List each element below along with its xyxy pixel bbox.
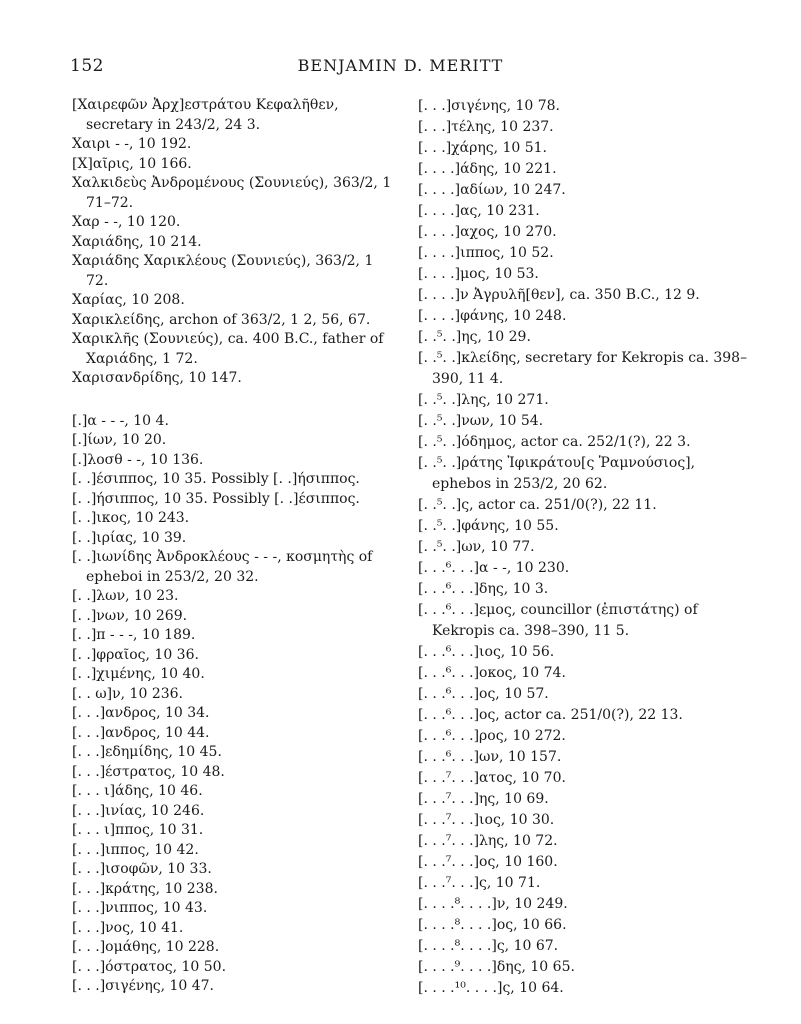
index-entry: [. . .⁶. . .]ιος, 10 56. (418, 644, 555, 660)
index-entry: [. . .⁷. . .]ατος, 10 70. (418, 770, 566, 786)
index-entry: [. . .⁶. . .]ος, 10 57. (418, 686, 549, 702)
index-entry: [. .]χιμένης, 10 40. (72, 666, 205, 682)
index-entry: Χαριάδης, 10 214. (72, 233, 202, 250)
index-entry: [. .]λων, 10 23. (72, 588, 179, 604)
index-entry: [. . .]ινίας, 10 246. (72, 802, 205, 819)
index-entry: Χαρικλῆς (Σουνιεύς), ca. 400 B.C., father of Χαριάδης, 1 72. (72, 331, 384, 367)
index-entry: [. .⁵. .]φάνης, 10 55. (418, 518, 559, 534)
index-entry: Χαρισανδρίδης, 10 147. (72, 370, 242, 386)
index-entry: [. . .]σιγένης, 10 78. (418, 98, 561, 114)
index-entry: [. . . .]φάνης, 10 248. (418, 308, 567, 324)
index-entry: [. . .]νιππος, 10 43. (72, 900, 208, 916)
index-entry: [. . .⁶. . .]ων, 10 157. (418, 749, 562, 765)
index-entry: [. . .]ισοφῶν, 10 33. (72, 861, 212, 877)
index-entry: [. .]ιωνίδης Ἀνδροκλέους - - -, κοσμητὴς of epheboi in 253/2, 20 32. (72, 549, 373, 585)
index-entry: [. .⁵. .]ης, 10 29. (418, 329, 531, 345)
index-entry: [. . .]ανδρος, 10 44. (72, 724, 210, 741)
index-entry: [. . .⁷. . .]ς, 10 71. (418, 875, 541, 891)
index-entry: [. . . .]άδης, 10 221. (418, 161, 557, 177)
index-entry: [. . .⁷. . .]ιος, 10 30. (418, 812, 555, 828)
index-entry: [. . .⁶. . .]δης, 10 3. (418, 581, 549, 597)
index-entry: [. . . .]ας, 10 231. (418, 203, 540, 219)
index-entry: [. . .⁷. . .]ος, 10 160. (418, 854, 558, 870)
index-entry: [. .]ικος, 10 243. (72, 510, 190, 526)
index-entry: [. . .⁶. . .]ος, actor ca. 251/0(?), 22 13. (418, 707, 683, 723)
index-entry: Χαλκιδεὺς Ἀνδρομένους (Σουνιεύς), 363/2, 1 71–72. (72, 175, 392, 211)
index-entry: [. . . ι]άδης, 10 46. (72, 783, 203, 799)
index-entry: [. . .]κράτης, 10 238. (72, 880, 218, 897)
index-entry: [. .⁵. .]ων, 10 77. (418, 539, 535, 555)
entry-group-fragmentary (72, 412, 394, 997)
index-entry: [. . .]σιγένης, 10 47. (72, 978, 215, 994)
index-entry: [. . .⁶. . .]εμος, councillor (ἐπιστάτης) of Kekropis ca. 398–390, 11 5. (418, 602, 698, 639)
index-entry: [Χαιρεφῶν Ἀρχ]εστράτου Κεφαλῆθεν, secretary in 243/2, 24 3. (72, 97, 339, 133)
index-entry: [. . .]ανδρος, 10 34. (72, 705, 210, 721)
index-entry: [. . . .]ιππος, 10 52. (418, 245, 554, 261)
index-entry: [. . .⁶. . .]ρος, 10 272. (418, 728, 566, 744)
index-entry: [.]ίων, 10 20. (72, 432, 167, 448)
index-entry: [. .]ήσιππος, 10 35. Possibly [. .]έσιππος. (72, 490, 360, 507)
index-entry: [. .⁵. .]όδημος, actor ca. 252/1(?), 22 3. (418, 434, 691, 450)
index-entry: [. . . .]μος, 10 53. (418, 266, 539, 282)
index-entry: [. .⁵. .]κλείδης, secretary for Kekropis ca. 398–390, 11 4. (418, 350, 748, 387)
index-entry: [. . . .⁸. . . .]ος, 10 66. (418, 917, 567, 933)
index-entry: [. . . .⁹. . . .]δης, 10 65. (418, 959, 575, 975)
index-entry: Χαρικλείδης, archon of 363/2, 1 2, 56, 67. (72, 311, 371, 328)
index-entry: [. .⁵. .]νων, 10 54. (418, 413, 544, 429)
index-entry: [. .⁵. .]λης, 10 271. (418, 392, 549, 408)
left-column (72, 96, 394, 997)
index-entry: [. .]ιρίας, 10 39. (72, 529, 187, 546)
entry-group-chi (72, 96, 394, 389)
index-entry: [. . . .⁸. . . .]ν, 10 249. (418, 896, 568, 912)
index-entry: Χαριάδης Χαρικλέους (Σουνιεύς), 363/2, 1 72. (72, 253, 374, 289)
right-column (418, 96, 756, 999)
entry-group-fragmentary-continued (418, 96, 756, 999)
index-entry: [. . .⁶. . .]α - -, 10 230. (418, 560, 570, 576)
index-entry: [. .]π - - -, 10 189. (72, 627, 196, 643)
index-entry: [. . .]ιππος, 10 42. (72, 841, 199, 858)
index-entry: [. .]φραῖος, 10 36. (72, 646, 199, 663)
index-entry: [. . .]έστρατος, 10 48. (72, 763, 225, 780)
group-separator (72, 389, 394, 412)
index-entry: [. . .]τέλης, 10 237. (418, 119, 554, 135)
index-entry: [Χ]αῖρις, 10 166. (72, 155, 192, 172)
index-entry: [. . . .]αδίων, 10 247. (418, 182, 566, 198)
index-entry: Χαρίας, 10 208. (72, 292, 185, 308)
index-entry: [. . . ι]ππος, 10 31. (72, 822, 204, 838)
index-entry: [. . . .¹⁰. . . .]ς, 10 64. (418, 980, 564, 996)
index-entry: [. . .]όστρατος, 10 50. (72, 958, 227, 975)
index-entry: [.]λοσθ - -, 10 136. (72, 451, 204, 468)
index-entry: [. . .]νος, 10 41. (72, 919, 184, 936)
index-entry: [. . .⁷. . .]ης, 10 69. (418, 791, 549, 807)
index-entry: [. . . .]αχος, 10 270. (418, 224, 557, 240)
running-head: BENJAMIN D. MERITT (297, 56, 504, 75)
page-number: 152 (70, 56, 104, 76)
index-entry: Χαρ - -, 10 120. (72, 214, 181, 230)
index-entry: [. .⁵. .]ς, actor ca. 251/0(?), 22 11. (418, 497, 657, 513)
index-entry: [. . .⁶. . .]οκος, 10 74. (418, 665, 566, 681)
index-entry: [. . .]ομάθης, 10 228. (72, 939, 220, 955)
index-entry: [. . .]εδημίδης, 10 45. (72, 744, 222, 760)
index-entry: [. . . .]ν Ἀγρυλῆ[θεν], ca. 350 B.C., 12 9. (418, 287, 700, 303)
index-entry: [. .⁵. .]ράτης Ἰφικράτου[ς Ῥαμνούσιος], ephebos in 253/2, 20 62. (418, 455, 696, 492)
index-entry: [. .]νων, 10 269. (72, 607, 188, 624)
index-entry: [. . . .⁸. . . .]ς, 10 67. (418, 938, 559, 954)
index-entry: [. .]έσιππος, 10 35. Possibly [. .]ήσιππος. (72, 471, 360, 487)
index-entry: [.]α - - -, 10 4. (72, 412, 169, 429)
index-entry: Χαιρι - -, 10 192. (72, 136, 192, 152)
index-entry: [. . .⁷. . .]λης, 10 72. (418, 833, 558, 849)
index-entry: [. . .]χάρης, 10 51. (418, 140, 548, 156)
index-entry: [. . ω]ν, 10 236. (72, 685, 183, 702)
